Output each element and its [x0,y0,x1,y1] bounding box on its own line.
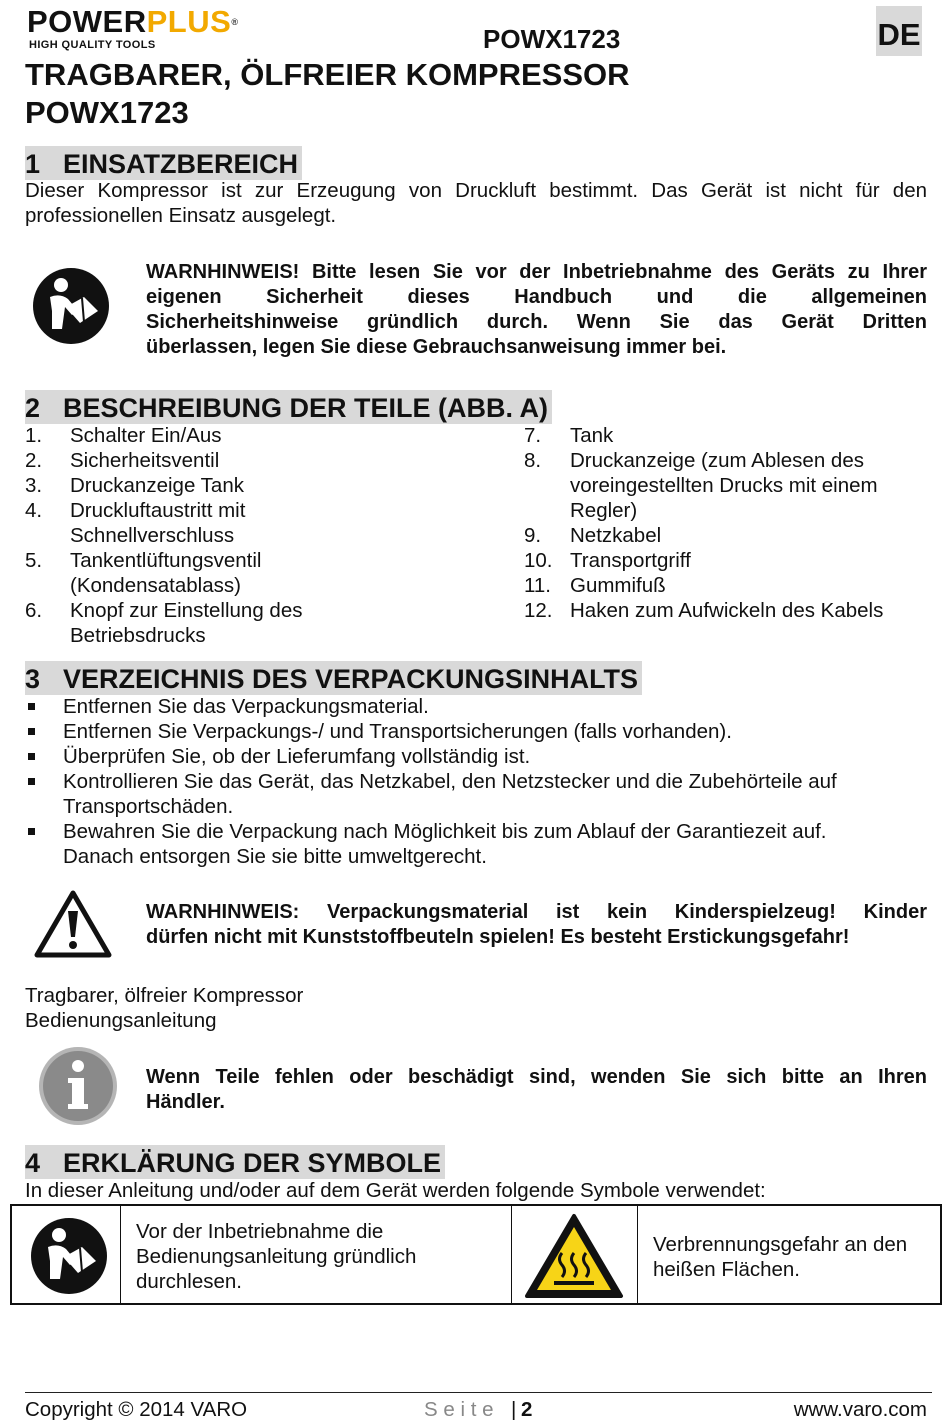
brand-name-part1: POWER [27,4,147,39]
part-number: 2. [25,449,43,472]
part-label: Schalter Ein/Aus [70,424,222,447]
section-title: EINSATZBEREICH [63,149,299,179]
table-divider [637,1206,638,1303]
warning-line: WARNHINWEIS! Bitte lesen Sie vor der Inbetriebnahme des Geräts zu Ihrer [146,261,927,283]
symbols-table [10,1204,942,1305]
part-label: Transportgriff [570,549,691,572]
part-label: Netzkabel [570,524,662,547]
bullet-square [28,753,35,760]
symbol-text-line: Vor der Inbetriebnahme die [136,1220,384,1243]
symbol-text-line: durchlesen. [136,1270,242,1293]
table-divider [511,1206,512,1303]
warning-line: dürfen nicht mit Kunststoffbeuteln spielen! Es besteht Erstickungsgefahr! [146,926,850,948]
part-number: 10. [524,549,553,572]
section-3-heading [25,661,642,695]
section-number: 1 [25,149,41,179]
symbol-text-line: heißen Flächen. [653,1258,801,1281]
footer-divider [25,1392,932,1393]
part-number: 6. [25,599,43,622]
package-contents [25,983,303,1033]
bullet-text: Überprüfen Sie, ob der Lieferumfang vollständig ist. [63,745,531,768]
section-1-para-line-2: professionellen Einsatz ausgelegt. [25,204,337,227]
warning-triangle-icon [33,889,113,959]
bullet-square [28,703,35,710]
footer-copyright: Copyright © 2014 VARO [25,1398,248,1421]
registered-mark: ® [231,17,239,27]
section-number: 4 [25,1148,41,1178]
section-title: BESCHREIBUNG DER TEILE (ABB. A) [63,393,549,423]
part-number: 4. [25,499,43,522]
warning-line: überlassen, legen Sie diese Gebrauchsanweisung immer bei. [146,336,727,358]
part-label: Druckluftaustritt mit [70,499,246,522]
info-icon [38,1046,118,1126]
warning-line: eigenen Sicherheit dieses Handbuch und die allgemeinen [146,286,927,308]
footer-url: www.varo.com [793,1398,927,1421]
part-number: 3. [25,474,43,497]
brand-name-part2: PLUS [146,4,232,39]
part-label: Sicherheitsventil [70,449,220,472]
brand-tagline: HIGH QUALITY TOOLS [29,39,156,51]
symbol-text-line: Verbrennungsgefahr an den [653,1233,908,1256]
part-label: Regler) [570,499,638,522]
warning-line: WARNHINWEIS: Verpackungsmaterial ist kein Kinderspielzeug! Kinder [146,901,927,923]
section-1-para-line-1: Dieser Kompressor ist zur Erzeugung von Druckluft bestimmt. Das Gerät ist nicht für den [25,179,927,202]
bullet-text: Entfernen Sie Verpackungs-/ und Transportsicherungen (falls vorhanden). [63,720,732,743]
hot-surface-warning-icon [524,1213,624,1299]
info-line: Händler. [146,1091,225,1113]
part-number: 1. [25,424,43,447]
language-badge: DE [876,6,922,56]
part-label: Druckanzeige (zum Ablesen des [570,449,864,472]
read-manual-icon [32,267,110,345]
part-number: 7. [524,424,542,447]
part-label: Tank [570,424,614,447]
part-label: Betriebsdrucks [70,624,206,647]
symbol-description [136,1219,416,1294]
part-number: 8. [524,449,542,472]
part-number: 5. [25,549,43,572]
symbol-text-line: Bedienungsanleitung gründlich [136,1245,417,1268]
bullet-text: Kontrollieren Sie das Gerät, das Netzkabel, den Netzstecker und die Zubehörteile auf [63,770,837,793]
part-label: (Kondensatablass) [70,574,241,597]
part-label: Gummifuß [570,574,666,597]
brand-name [27,6,238,38]
section-4-heading [25,1145,445,1179]
part-number: 9. [524,524,542,547]
section-title: ERKLÄRUNG DER SYMBOLE [63,1148,442,1178]
warning-line: Sicherheitshinweise gründlich durch. Wenn Sie das Gerät Dritten [146,311,927,333]
section-2-heading [25,390,552,424]
part-number: 12. [524,599,553,622]
part-label: Schnellverschluss [70,524,235,547]
part-label: voreingestellten Drucks mit einem [570,474,878,497]
section-number: 2 [25,393,41,423]
symbol-description [653,1232,907,1282]
bullet-text: Bewahren Sie die Verpackung nach Möglichkeit bis zum Ablauf der Garantiezeit auf. [63,820,827,843]
header-model: POWX1723 [483,24,621,54]
part-label: Tankentlüftungsventil [70,549,262,572]
info-missing-parts [146,1065,927,1115]
manual-reading-icon [30,1217,108,1295]
contents-item: Tragbarer, ölfreier Kompressor [25,984,304,1007]
contents-item: Bedienungsanleitung [25,1009,217,1032]
footer-separator: | [511,1398,517,1421]
bullet-square [28,778,35,785]
brand-logo [27,6,287,50]
section-1-heading [25,146,302,180]
bullet-square [28,828,35,835]
part-label: Knopf zur Einstellung des [70,599,303,622]
footer-page-number: 2 [521,1398,533,1421]
footer-page-label: S e i t e [424,1398,494,1421]
section-title: VERZEICHNIS DES VERPACKUNGSINHALTS [63,664,639,694]
bullet-square [28,728,35,735]
part-label: Haken zum Aufwickeln des Kabels [570,599,884,622]
bullet-text: Transportschäden. [63,795,234,818]
section-number: 3 [25,664,41,694]
page-title [25,56,630,132]
warning-read-manual [146,260,927,360]
part-label: Druckanzeige Tank [70,474,244,497]
info-line: Wenn Teile fehlen oder beschädigt sind, wenden Sie sich bitte an Ihren [146,1066,927,1088]
title-line-1: TRAGBARER, ÖLFREIER KOMPRESSOR [25,57,630,92]
bullet-text: Danach entsorgen Sie sie bitte umweltgerecht. [63,845,487,868]
warning-packaging [146,900,927,950]
part-number: 11. [524,574,551,597]
section-4-intro: In dieser Anleitung und/oder auf dem Gerät werden folgende Symbole verwendet: [25,1179,766,1202]
table-divider [120,1206,121,1303]
title-line-2: POWX1723 [25,95,189,130]
bullet-text: Entfernen Sie das Verpackungsmaterial. [63,695,429,718]
